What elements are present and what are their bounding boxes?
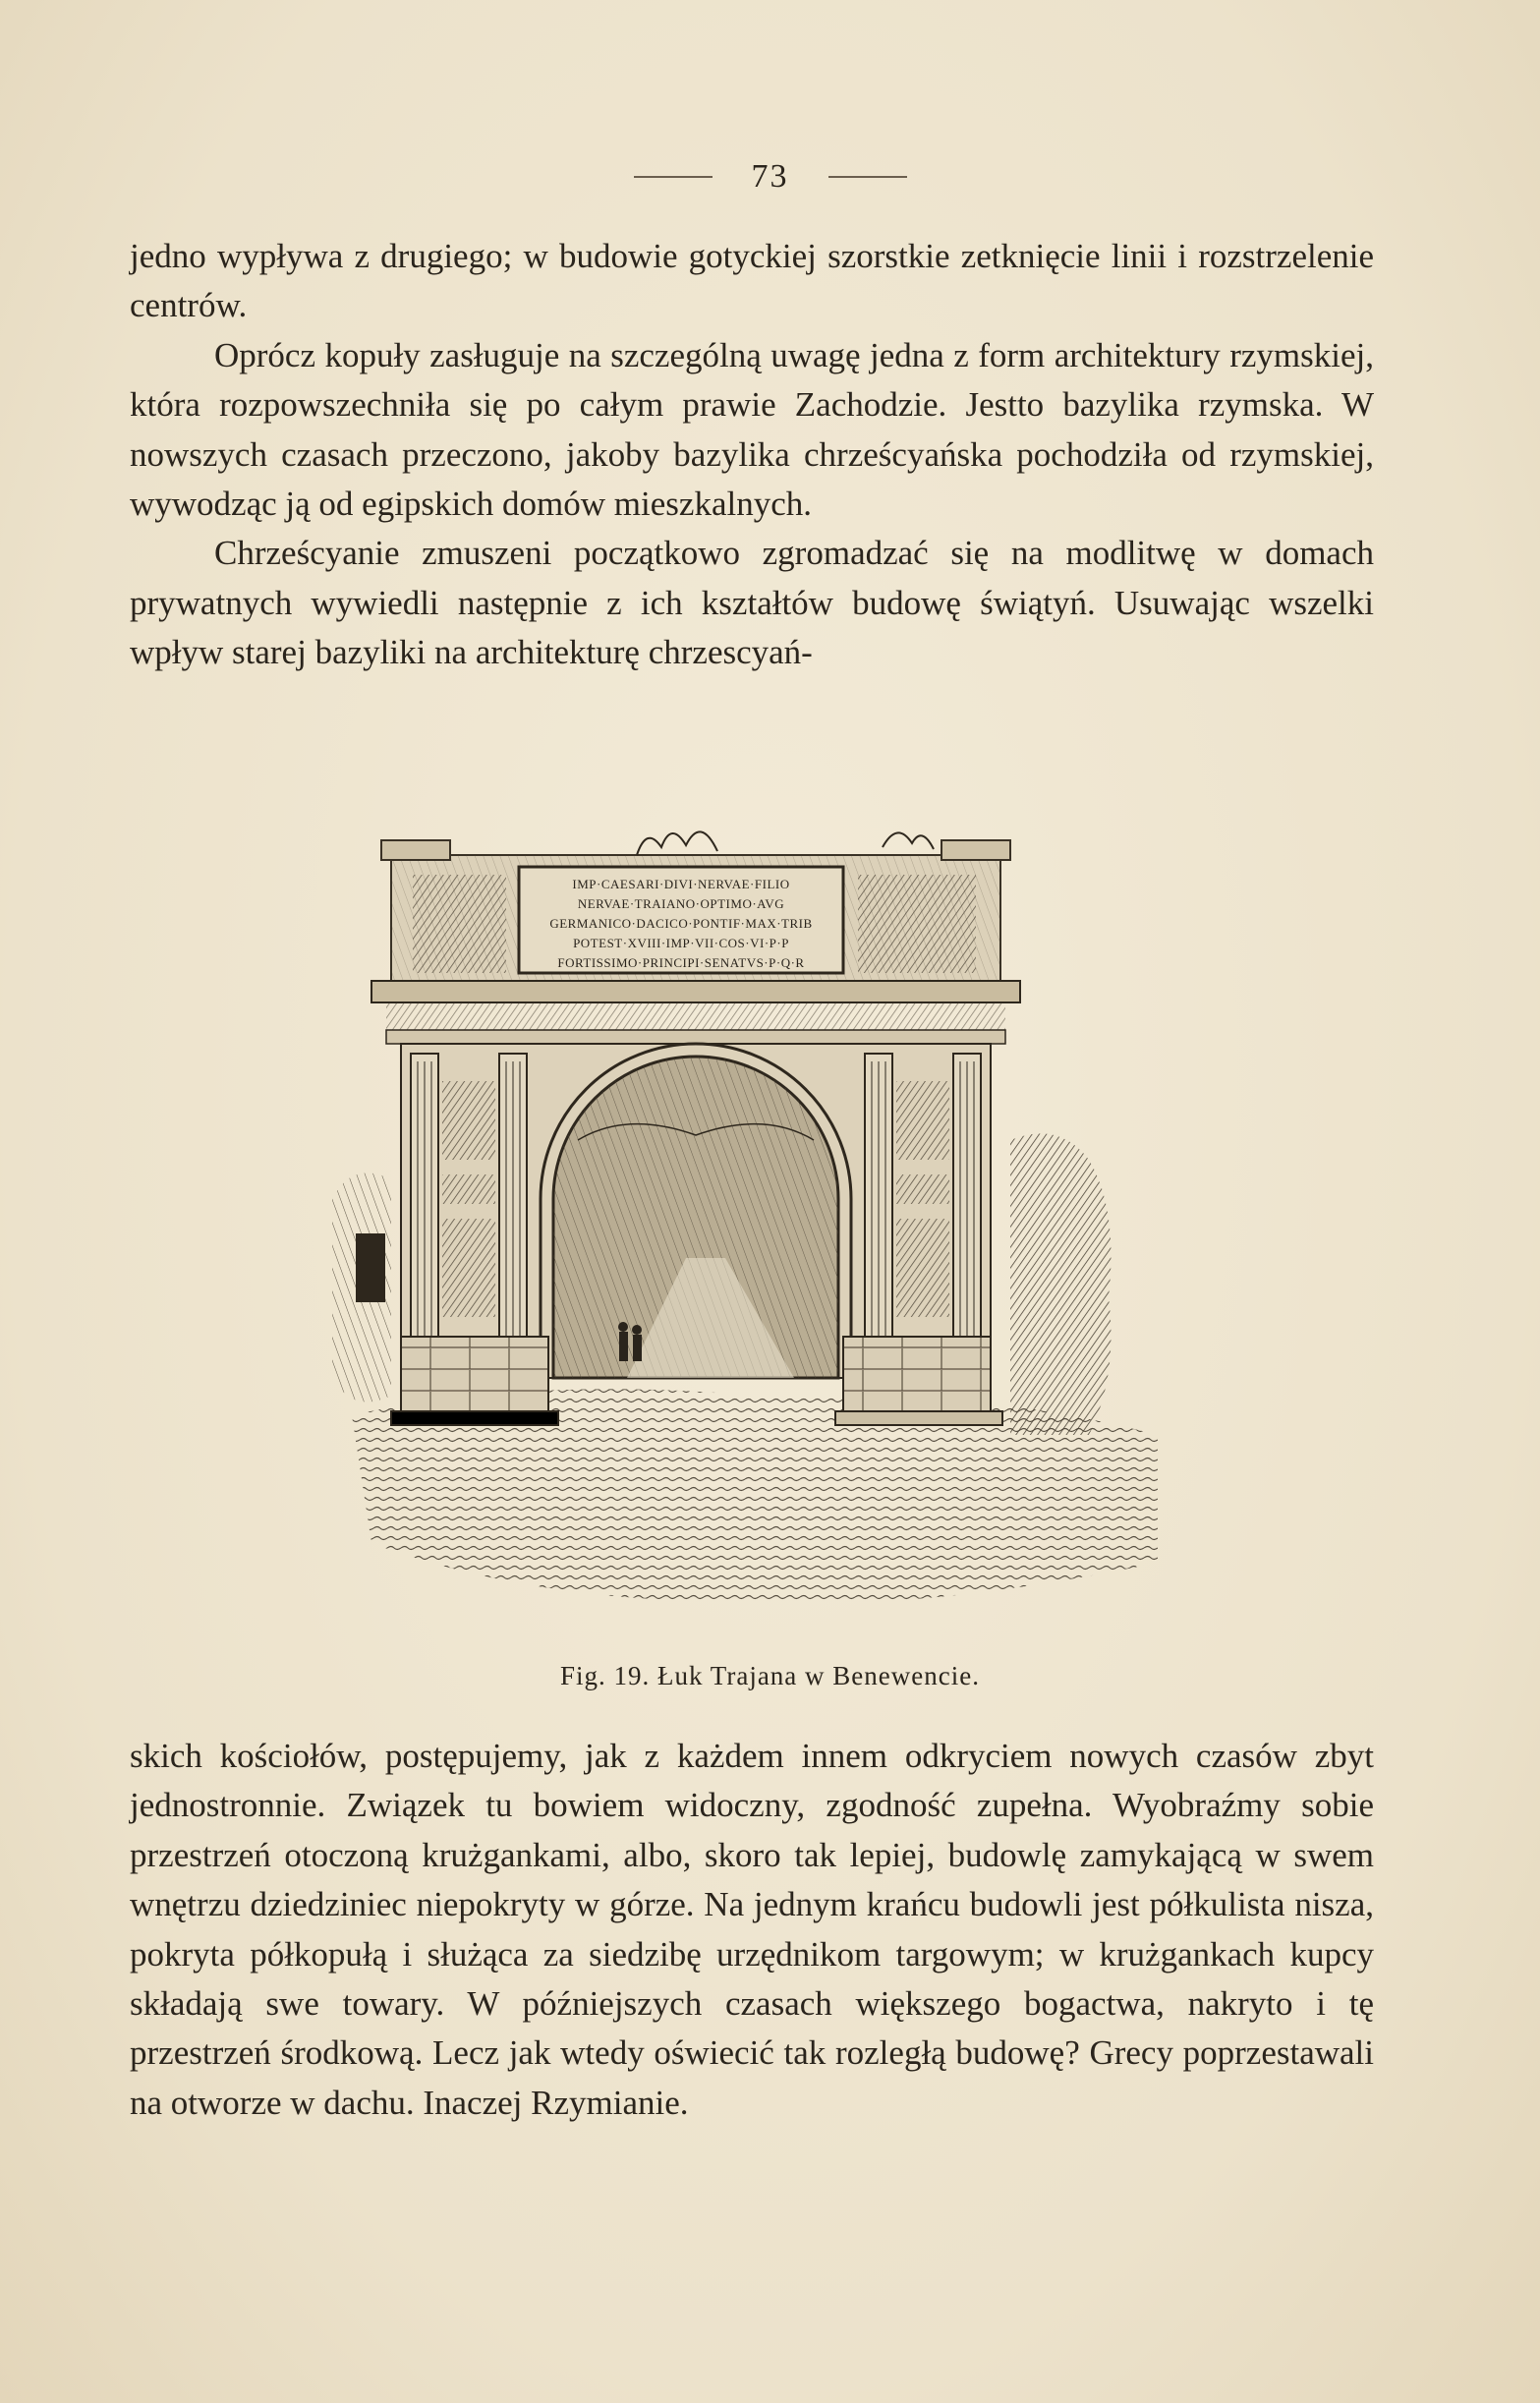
paragraph: skich kościołów, postępujemy, jak z każdem innem odkryciem nowych czasów zbyt jednostronnie. Związek tu bowiem widoczny, zgodność zupełna. Wyobraźmy sobie przestrzeń otoczoną krużgankami, albo, skoro tak lepiej, budowlę zamykającą w swem wnętrzu dziedziniec niepokryty w górze. Na jednym krańcu budowli jest półkulista nisza, pokryta półkopułą i służąca za siedzibę urzędnikom targowym; w krużgankach kupcy składają swe towary. W późniejszych czasach większego bogactwa, nakryto i tę przestrzeń środkową. Lecz jak wtedy oświecić tak rozległą budowę? Grecy poprzestawali na otworze w dachu. Inaczej Rzymianie.: [130, 1737, 1374, 2122]
arch-engraving: [332, 786, 1177, 1631]
paragraph: Chrześcyanie zmuszeni początkowo zgromadzać się na modlitwę w domach prywatnych wywiedli następnie z ich kształtów budowę świątyń. Usuwając wszelki wpływ starej bazyliki na architekturę chrzescyań-: [130, 534, 1374, 672]
header-rule-right: [828, 176, 907, 178]
inscription-line: POTEST·XVIII·IMP·VII·COS·VI·P·P: [573, 936, 789, 950]
paragraph: Oprócz kopuły zasługuje na szczególną uwagę jedna z form architektury rzymskiej, która rozpowszechniła się po całym prawie Zachodzie. Jestto bazylika rzymska. W nowszych czasach przeczono, jakoby bazylika chrześcyańska pochodziła od rzymskiej, wywodząc ją od egipskich domów mieszkalnych.: [130, 335, 1374, 524]
inscription-line: FORTISSIMO·PRINCIPI·SENATVS·P·Q·R: [557, 955, 805, 970]
figure-arch-of-trajan: [332, 786, 1177, 1631]
header-rule-left: [634, 176, 713, 178]
text-block-top: [130, 232, 1374, 678]
text-block-bottom: [130, 1732, 1374, 2128]
figure-caption: Fig. 19. Łuk Trajana w Benewencie.: [560, 1661, 980, 1690]
side-window: [356, 1233, 385, 1302]
inscription-line: IMP·CAESARI·DIVI·NERVAE·FILIO: [572, 877, 790, 891]
page-number: 73: [751, 158, 789, 195]
paragraph: jedno wypływa z drugiego; w budowie gotyckiej szorstkie zetknięcie linii i rozstrzelenie centrów.: [130, 237, 1374, 325]
page-header: [0, 157, 1540, 197]
inscription-line: GERMANICO·DACICO·PONTIF·MAX·TRIB: [549, 916, 813, 931]
inscription-line: NERVAE·TRAIANO·OPTIMO·AVG: [577, 896, 785, 911]
